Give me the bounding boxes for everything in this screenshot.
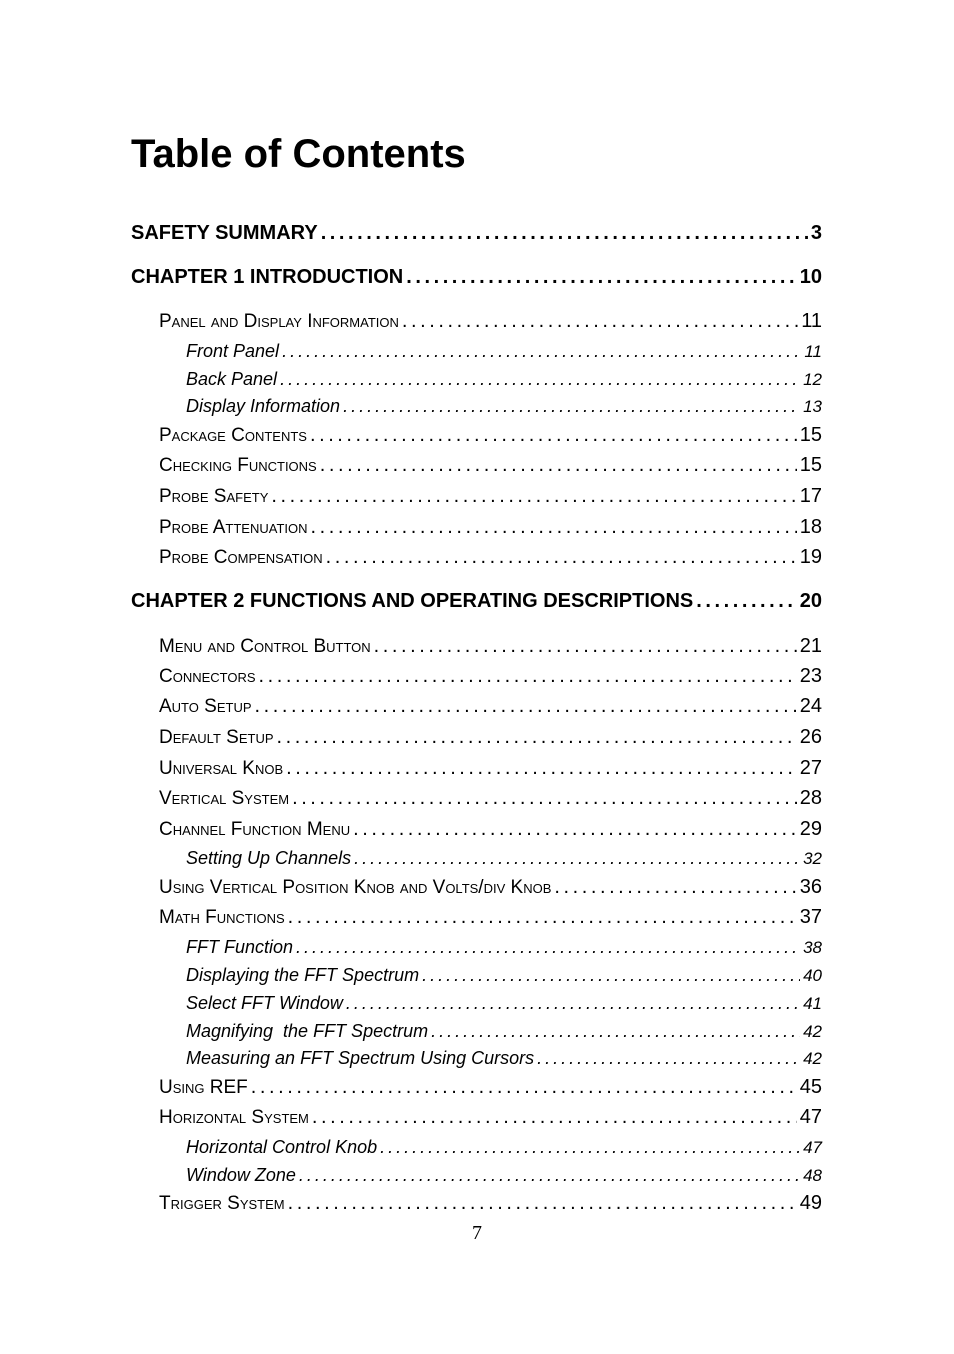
toc-page-number: 47	[799, 1106, 822, 1128]
toc-page-number: 41	[803, 994, 822, 1013]
toc-page-number: 12	[803, 370, 822, 389]
toc-page-number: 36	[799, 876, 822, 898]
dot-leader	[431, 1019, 800, 1043]
toc-entry-title: Displaying the FFT Spectrum	[186, 965, 420, 985]
dot-leader	[288, 1189, 797, 1217]
dot-leader	[343, 394, 800, 418]
toc-subsection-fft-function[interactable]	[186, 935, 822, 959]
toc-page-number: 29	[799, 818, 822, 840]
dot-leader	[354, 846, 800, 870]
dot-leader	[310, 421, 797, 449]
toc-section-trigger-system[interactable]	[159, 1189, 822, 1217]
toc-entry-title: Vertical System	[159, 788, 290, 809]
toc-entry-title: Probe Compensation	[159, 547, 323, 568]
toc-page-number: 47	[803, 1138, 822, 1157]
toc-entry-title: Horizontal System	[159, 1107, 309, 1128]
toc-entry-title: Default Setup	[159, 727, 274, 748]
dot-leader	[286, 754, 797, 782]
dot-leader	[422, 963, 800, 987]
toc-entry-title: Setting Up Channels	[186, 848, 352, 868]
toc-section-probe-attenuation[interactable]	[159, 513, 822, 541]
toc-entry-title: Measuring an FFT Spectrum Using Cursors	[186, 1048, 535, 1068]
toc-page-number: 20	[799, 590, 822, 612]
dot-leader	[406, 262, 797, 292]
toc-section-using-ref[interactable]	[159, 1073, 822, 1101]
toc-entry-title: CHAPTER 2 FUNCTIONS AND OPERATING DESCRIPTIONS	[131, 590, 694, 612]
toc-entry-title: Auto Setup	[159, 696, 252, 717]
dot-leader	[292, 784, 797, 812]
toc-entry-title: Connectors	[159, 666, 256, 687]
toc-section-default-setup[interactable]	[159, 723, 822, 751]
toc-page-number: 27	[799, 757, 822, 779]
toc-section-checking-functions[interactable]	[159, 451, 822, 479]
dot-leader	[696, 586, 796, 616]
toc-entry-title: Select FFT Window	[186, 993, 343, 1013]
toc-page-number: 32	[803, 849, 822, 868]
toc-entry-title: Math Functions	[159, 907, 285, 928]
dot-leader	[537, 1046, 800, 1070]
toc-subsection-horizontal-control-knob[interactable]	[186, 1135, 822, 1159]
toc-section-channel-function-menu[interactable]	[159, 815, 822, 843]
toc-section-connectors[interactable]	[159, 662, 822, 690]
dot-leader	[320, 451, 797, 479]
dot-leader	[251, 1073, 797, 1101]
toc-page-number: 3	[810, 222, 822, 244]
dot-leader	[271, 482, 796, 510]
dot-leader	[288, 903, 797, 931]
toc-page-number: 49	[799, 1192, 822, 1214]
dot-leader	[277, 723, 797, 751]
toc-entry-title: Trigger System	[159, 1193, 285, 1214]
toc-section-probe-compensation[interactable]	[159, 543, 822, 571]
toc-section-probe-safety[interactable]	[159, 482, 822, 510]
toc-entry-title: FFT Function	[186, 937, 294, 957]
toc-entry-title: Magnifying the FFT Spectrum	[186, 1021, 429, 1041]
toc-page-number: 48	[803, 1166, 822, 1185]
toc-section-auto-setup[interactable]	[159, 692, 822, 720]
toc-entry-title: Universal Knob	[159, 758, 284, 779]
toc-subsection-measuring-fft-cursors[interactable]	[186, 1046, 822, 1070]
toc-entry-title: Display Information	[186, 396, 341, 416]
toc-page-number: 23	[799, 665, 822, 687]
toc-entry-title: Back Panel	[186, 369, 278, 389]
toc-entry-title: Probe Safety	[159, 486, 269, 507]
toc-section-panel-display[interactable]	[159, 307, 822, 335]
toc-page-number: 19	[799, 546, 822, 568]
toc-page-number: 17	[799, 485, 822, 507]
toc-entry-title: Channel Function Menu	[159, 819, 351, 840]
toc-page-number: 42	[803, 1022, 822, 1041]
toc-entry-title: Horizontal Control Knob	[186, 1137, 378, 1157]
toc-entry-title: Package Contents	[159, 425, 307, 446]
toc-entry-title: Probe Attenuation	[159, 517, 308, 538]
toc-page-number: 18	[799, 516, 822, 538]
toc-subsection-back-panel[interactable]	[186, 367, 822, 391]
toc-section-horizontal-system[interactable]	[159, 1103, 822, 1131]
toc-page-number: 10	[799, 266, 822, 288]
toc-entry-title: Front Panel	[186, 341, 280, 361]
toc-page-number: 38	[803, 938, 822, 957]
dot-leader	[346, 991, 800, 1015]
toc-section-universal-knob[interactable]	[159, 754, 822, 782]
page-title: Table of Contents	[131, 132, 466, 176]
toc-subsection-window-zone[interactable]	[186, 1163, 822, 1187]
toc-subsection-display-information[interactable]	[186, 394, 822, 418]
dot-leader	[259, 662, 797, 690]
toc-section-vertical-position-knob[interactable]	[159, 873, 822, 901]
toc-entry-title: Panel and Display Information	[159, 311, 399, 332]
toc-section-math-functions[interactable]	[159, 903, 822, 931]
toc-entry-title: Menu and Control Button	[159, 636, 371, 657]
toc-subsection-select-fft-window[interactable]	[186, 991, 822, 1015]
toc-page-number: 15	[799, 424, 822, 446]
toc-entry-title: Using Vertical Position Knob and Volts/div Knob	[159, 877, 552, 898]
toc-entry-title: Window Zone	[186, 1165, 296, 1185]
toc-page-number: 21	[799, 635, 822, 657]
toc-entry-title: Using REF	[159, 1077, 248, 1098]
toc-section-menu-control-button[interactable]	[159, 632, 822, 660]
toc-page-number: 11	[804, 342, 822, 361]
toc-entry-title: CHAPTER 1 INTRODUCTION	[131, 266, 404, 288]
dot-leader	[282, 339, 801, 363]
dot-leader	[311, 513, 797, 541]
toc-chapter-2[interactable]	[131, 586, 822, 616]
toc-subsection-magnifying-fft[interactable]	[186, 1019, 822, 1043]
toc-page-number: 40	[803, 966, 822, 985]
page-number: 7	[472, 1222, 482, 1244]
toc-entry-title: SAFETY SUMMARY	[131, 222, 318, 244]
toc-subsection-setting-up-channels[interactable]	[186, 846, 822, 870]
dot-leader	[296, 935, 800, 959]
toc-page-number: 42	[803, 1049, 822, 1068]
dot-leader	[299, 1163, 800, 1187]
toc-subsection-front-panel[interactable]	[186, 339, 822, 363]
toc-subsection-displaying-fft[interactable]	[186, 963, 822, 987]
dot-leader	[255, 692, 797, 720]
dot-leader	[402, 307, 798, 335]
toc-page-number: 11	[801, 310, 822, 332]
toc-chapter-safety-summary[interactable]	[131, 218, 822, 248]
toc-page-number: 26	[799, 726, 822, 748]
dot-leader	[353, 815, 797, 843]
dot-leader	[280, 367, 800, 391]
toc-page-number: 15	[799, 454, 822, 476]
dot-leader	[321, 218, 808, 248]
toc-section-vertical-system[interactable]	[159, 784, 822, 812]
dot-leader	[374, 632, 797, 660]
toc-page-number: 37	[799, 906, 822, 928]
dot-leader	[554, 873, 796, 901]
dot-leader	[326, 543, 797, 571]
toc-chapter-1[interactable]	[131, 262, 822, 292]
toc-section-package-contents[interactable]	[159, 421, 822, 449]
toc-entry-title: Checking Functions	[159, 455, 317, 476]
toc-page-number: 45	[799, 1076, 822, 1098]
dot-leader	[312, 1103, 797, 1131]
toc-page-number: 24	[799, 695, 822, 717]
dot-leader	[380, 1135, 800, 1159]
toc-page-number: 28	[799, 787, 822, 809]
toc-page-number: 13	[803, 397, 822, 416]
